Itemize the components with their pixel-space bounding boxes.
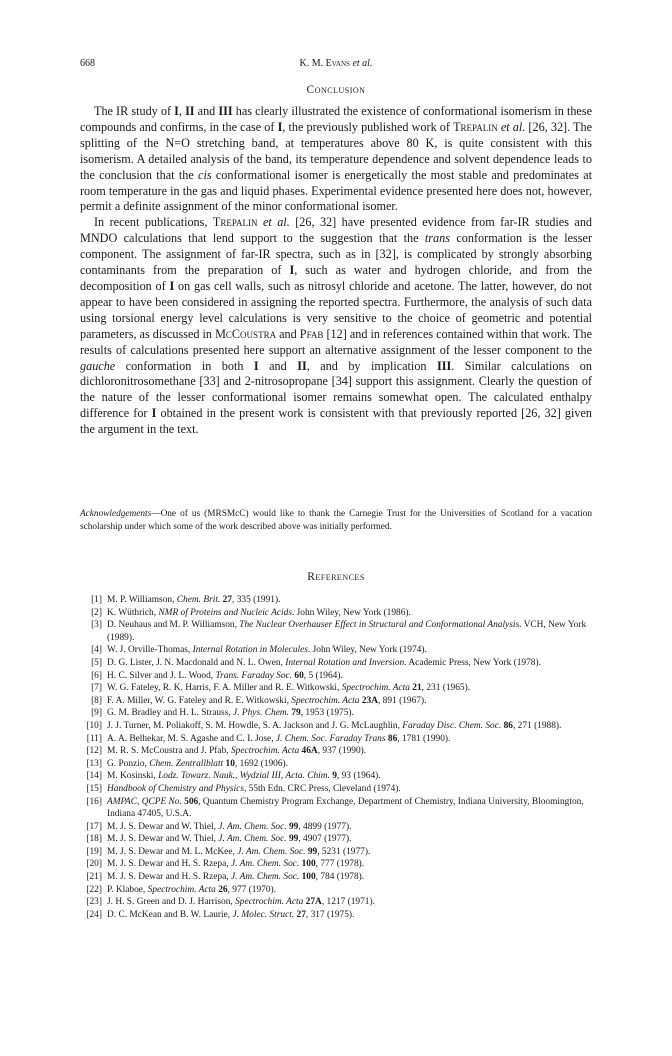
reference-text: F. A. Miller, W. G. Fateley and R. E. Witkowski, Spectrochim. Acta 23A, 891 (1967). (107, 695, 427, 706)
reference-text: M. J. S. Dewar and W. Thiel, J. Am. Chem. Soc. 99, 4907 (1977). (107, 834, 352, 845)
reference-text: Handbook of Chemistry and Physics, 55th Edn. CRC Press, Cleveland (1974). (107, 783, 401, 794)
reference-text: M. R. S. McCoustra and J. Pfab, Spectrochim. Acta 46A, 937 (1990). (107, 746, 367, 757)
reference-number: [18] (86, 834, 102, 845)
reference-number: [20] (86, 859, 102, 870)
reference-number: [11] (86, 733, 102, 744)
reference-text: M. P. Williamson, Chem. Brit. 27, 335 (1991). (107, 595, 281, 605)
reference-text: G. Ponzio, Chem. Zentrallblatt 10, 1692 (1906). (107, 758, 288, 769)
reference-number: [3] (91, 620, 102, 631)
acknowledgements (80, 508, 592, 533)
reference-number: [1] (91, 595, 102, 605)
reference-text: D. G. Lister, J. N. Macdonald and N. L. Owen, Internal Rotation and Inversion. Academic Press, New York (1978). (107, 657, 541, 668)
page-number: 668 (80, 58, 95, 69)
reference-item (80, 896, 592, 909)
reference-number: [4] (91, 645, 102, 656)
reference-item (80, 594, 592, 607)
reference-number: [5] (91, 657, 102, 668)
reference-text: M. J. S. Dewar and M. L. McKee, J. Am. Chem. Soc. 99, 5231 (1977). (107, 846, 371, 857)
reference-item (80, 909, 592, 922)
reference-number: [19] (86, 846, 102, 857)
reference-text: D. C. McKean and B. W. Laurie, J. Molec. Struct. 27, 317 (1975). (107, 909, 355, 920)
reference-text: M. Kosinski, Lodz. Towarz. Nauk., Wydzial III, Acta. Chim. 9, 93 (1964). (107, 771, 381, 782)
reference-text: J. J. Turner, M. Poliakoff, S. M. Howdle, S. A. Jackson and J. G. McLaughlin, Faraday Disc. Chem. Soc. 86, 271 (1988). (107, 720, 562, 731)
reference-number: [21] (86, 872, 102, 883)
reference-item (80, 733, 592, 746)
running-head-authors: K. M. Evans et al. (299, 58, 373, 69)
reference-item (80, 607, 592, 620)
reference-number: [9] (91, 708, 102, 719)
reference-item (80, 821, 592, 834)
reference-number: [12] (86, 746, 102, 757)
reference-number: [14] (86, 771, 102, 782)
reference-text: M. J. S. Dewar and H. S. Rzepa, J. Am. Chem. Soc. 100, 777 (1978). (107, 859, 365, 870)
references-heading: References (307, 571, 365, 583)
reference-text: M. J. S. Dewar and H. S. Rzepa, J. Am. Chem. Soc. 100, 784 (1978). (107, 872, 365, 883)
reference-number: [7] (91, 683, 102, 694)
reference-text: D. Neuhaus and M. P. Williamson, The Nuclear Overhauser Effect in Structural and Conformational Analysis. VCH, New York (1989). (107, 620, 587, 643)
reference-number: [6] (91, 670, 102, 681)
reference-item (80, 695, 592, 708)
reference-item (80, 783, 592, 796)
reference-number: [13] (86, 758, 102, 769)
reference-number: [15] (86, 783, 102, 794)
reference-number: [17] (86, 821, 102, 832)
conclusion-paragraph-1: The IR study of I, II and III has clearly illustrated the existence of conformational isomerism in these compounds and confirms, in the case of I, the previously published work of Trepalin et al. [26, 32]. The splitting of the N=O stretching band, at temperatures above 80 K, is quite consistent with this isomerism. A detailed analysis of the band, its temperature dependence and solvent dependence leads to the conclusion that the cis conformational isomer is energetically the most stable and predominates at room temperature in the gas and liquid phases. Experimental evidence presented here does not, however, permit a definite assignment of the minor conformational isomer. (80, 104, 593, 214)
reference-item (80, 682, 592, 695)
acknowledgements-label: Acknowledgements (80, 509, 152, 519)
reference-text: P. Klaboe, Spectrochim. Acta 26, 977 (1970). (107, 884, 276, 895)
reference-item (80, 644, 592, 657)
reference-item (80, 770, 592, 783)
reference-number: [23] (86, 897, 102, 908)
reference-number: [22] (86, 884, 102, 895)
reference-text: W. J. Orville-Thomas, Internal Rotation in Molecules. John Wiley, New York (1974). (107, 645, 427, 656)
reference-text: G. M. Bradley and H. L. Strauss, J. Phys. Chem. 79, 1953 (1975). (107, 708, 354, 719)
conclusion-heading: Conclusion (306, 84, 366, 96)
reference-list (80, 594, 592, 921)
reference-number: [24] (86, 909, 102, 920)
reference-item (80, 871, 592, 884)
reference-number: [10] (86, 720, 102, 731)
running-header (80, 58, 592, 74)
reference-number: [2] (91, 607, 102, 618)
reference-item (80, 796, 592, 821)
reference-item (80, 833, 592, 846)
reference-item (80, 758, 592, 771)
reference-text: AMPAC, QCPE No. 506, Quantum Chemistry Program Exchange, Department of Chemistry, Indiana University, Bloomington, Indiana 47405, U.S.A. (107, 796, 584, 820)
reference-number: [16] (86, 796, 102, 807)
reference-item (80, 884, 592, 897)
reference-item (80, 846, 592, 859)
reference-item (80, 670, 592, 683)
reference-number: [8] (91, 695, 102, 706)
conclusion-paragraph-2: In recent publications, Trepalin et al. [26, 32] have presented evidence from far-IR studies and MNDO calculations that lend support to the suggestion that the trans conformation is the lesser component. The assignment of far-IR spectra, such as in [32], is complicated by strongly absorbing contaminants from the preparation of I, such as water and hydrogen chloride, and from the decomposition of I on gas cell walls, such as nitrosyl chloride and acetone. The latter, however, do not appear to have been considered in assigning the reported spectra. Furthermore, the analysis of such data using torsional energy level calculations is very sensitive to the choice of geometric and potential parameters, as discussed in McCoustra and Pfab [12] and in references contained within that work. The results of calculations presented here support an alternative assignment of the lesser component to the gauche conformation in both I and II, and by implication III. Similar calculations on dichloronitrosomethane [33] and 2-nitrosopropane [34] support this assignment. Clearly the question of the nature of the lesser conformational isomer remains somewhat open. The calculated enthalpy difference for I obtained in the present work is consistent with that previously reported [26, 32] given the argument in the text. (80, 215, 593, 437)
conclusion-body (80, 104, 592, 438)
reference-text: H. C. Silver and J. L. Wood, Trans. Faraday Soc. 60, 5 (1964). (107, 670, 343, 681)
reference-item (80, 707, 592, 720)
reference-text: K. Wüthrich, NMR of Proteins and Nucleic Acids. John Wiley, New York (1986). (107, 607, 411, 618)
reference-item (80, 720, 592, 733)
reference-item (80, 657, 592, 670)
reference-item (80, 858, 592, 871)
reference-item (80, 745, 592, 758)
reference-text: A. A. Belhekar, M. S. Agashe and C. I. Jose, J. Chem. Soc. Faraday Trans 86, 1781 (1990). (107, 733, 451, 744)
acknowledgements-text: —One of us (MRSMcC) would like to thank the Carnegie Trust for the Universities of Scotland for a vacation scholarship under which some of the work described above was initially performed. (80, 509, 592, 532)
reference-text: W. G. Fateley, R. K. Harris, F. A. Miller and R. E. Witkowski, Spectrochim. Acta 21, 231 (1965). (107, 683, 471, 694)
reference-text: J. H. S. Green and D. J. Harrison, Spectrochim. Acta 27A, 1217 (1971). (107, 897, 375, 908)
reference-text: M. J. S. Dewar and W. Thiel, J. Am. Chem. Soc. 99, 4899 (1977). (107, 821, 352, 832)
reference-item (80, 619, 592, 644)
